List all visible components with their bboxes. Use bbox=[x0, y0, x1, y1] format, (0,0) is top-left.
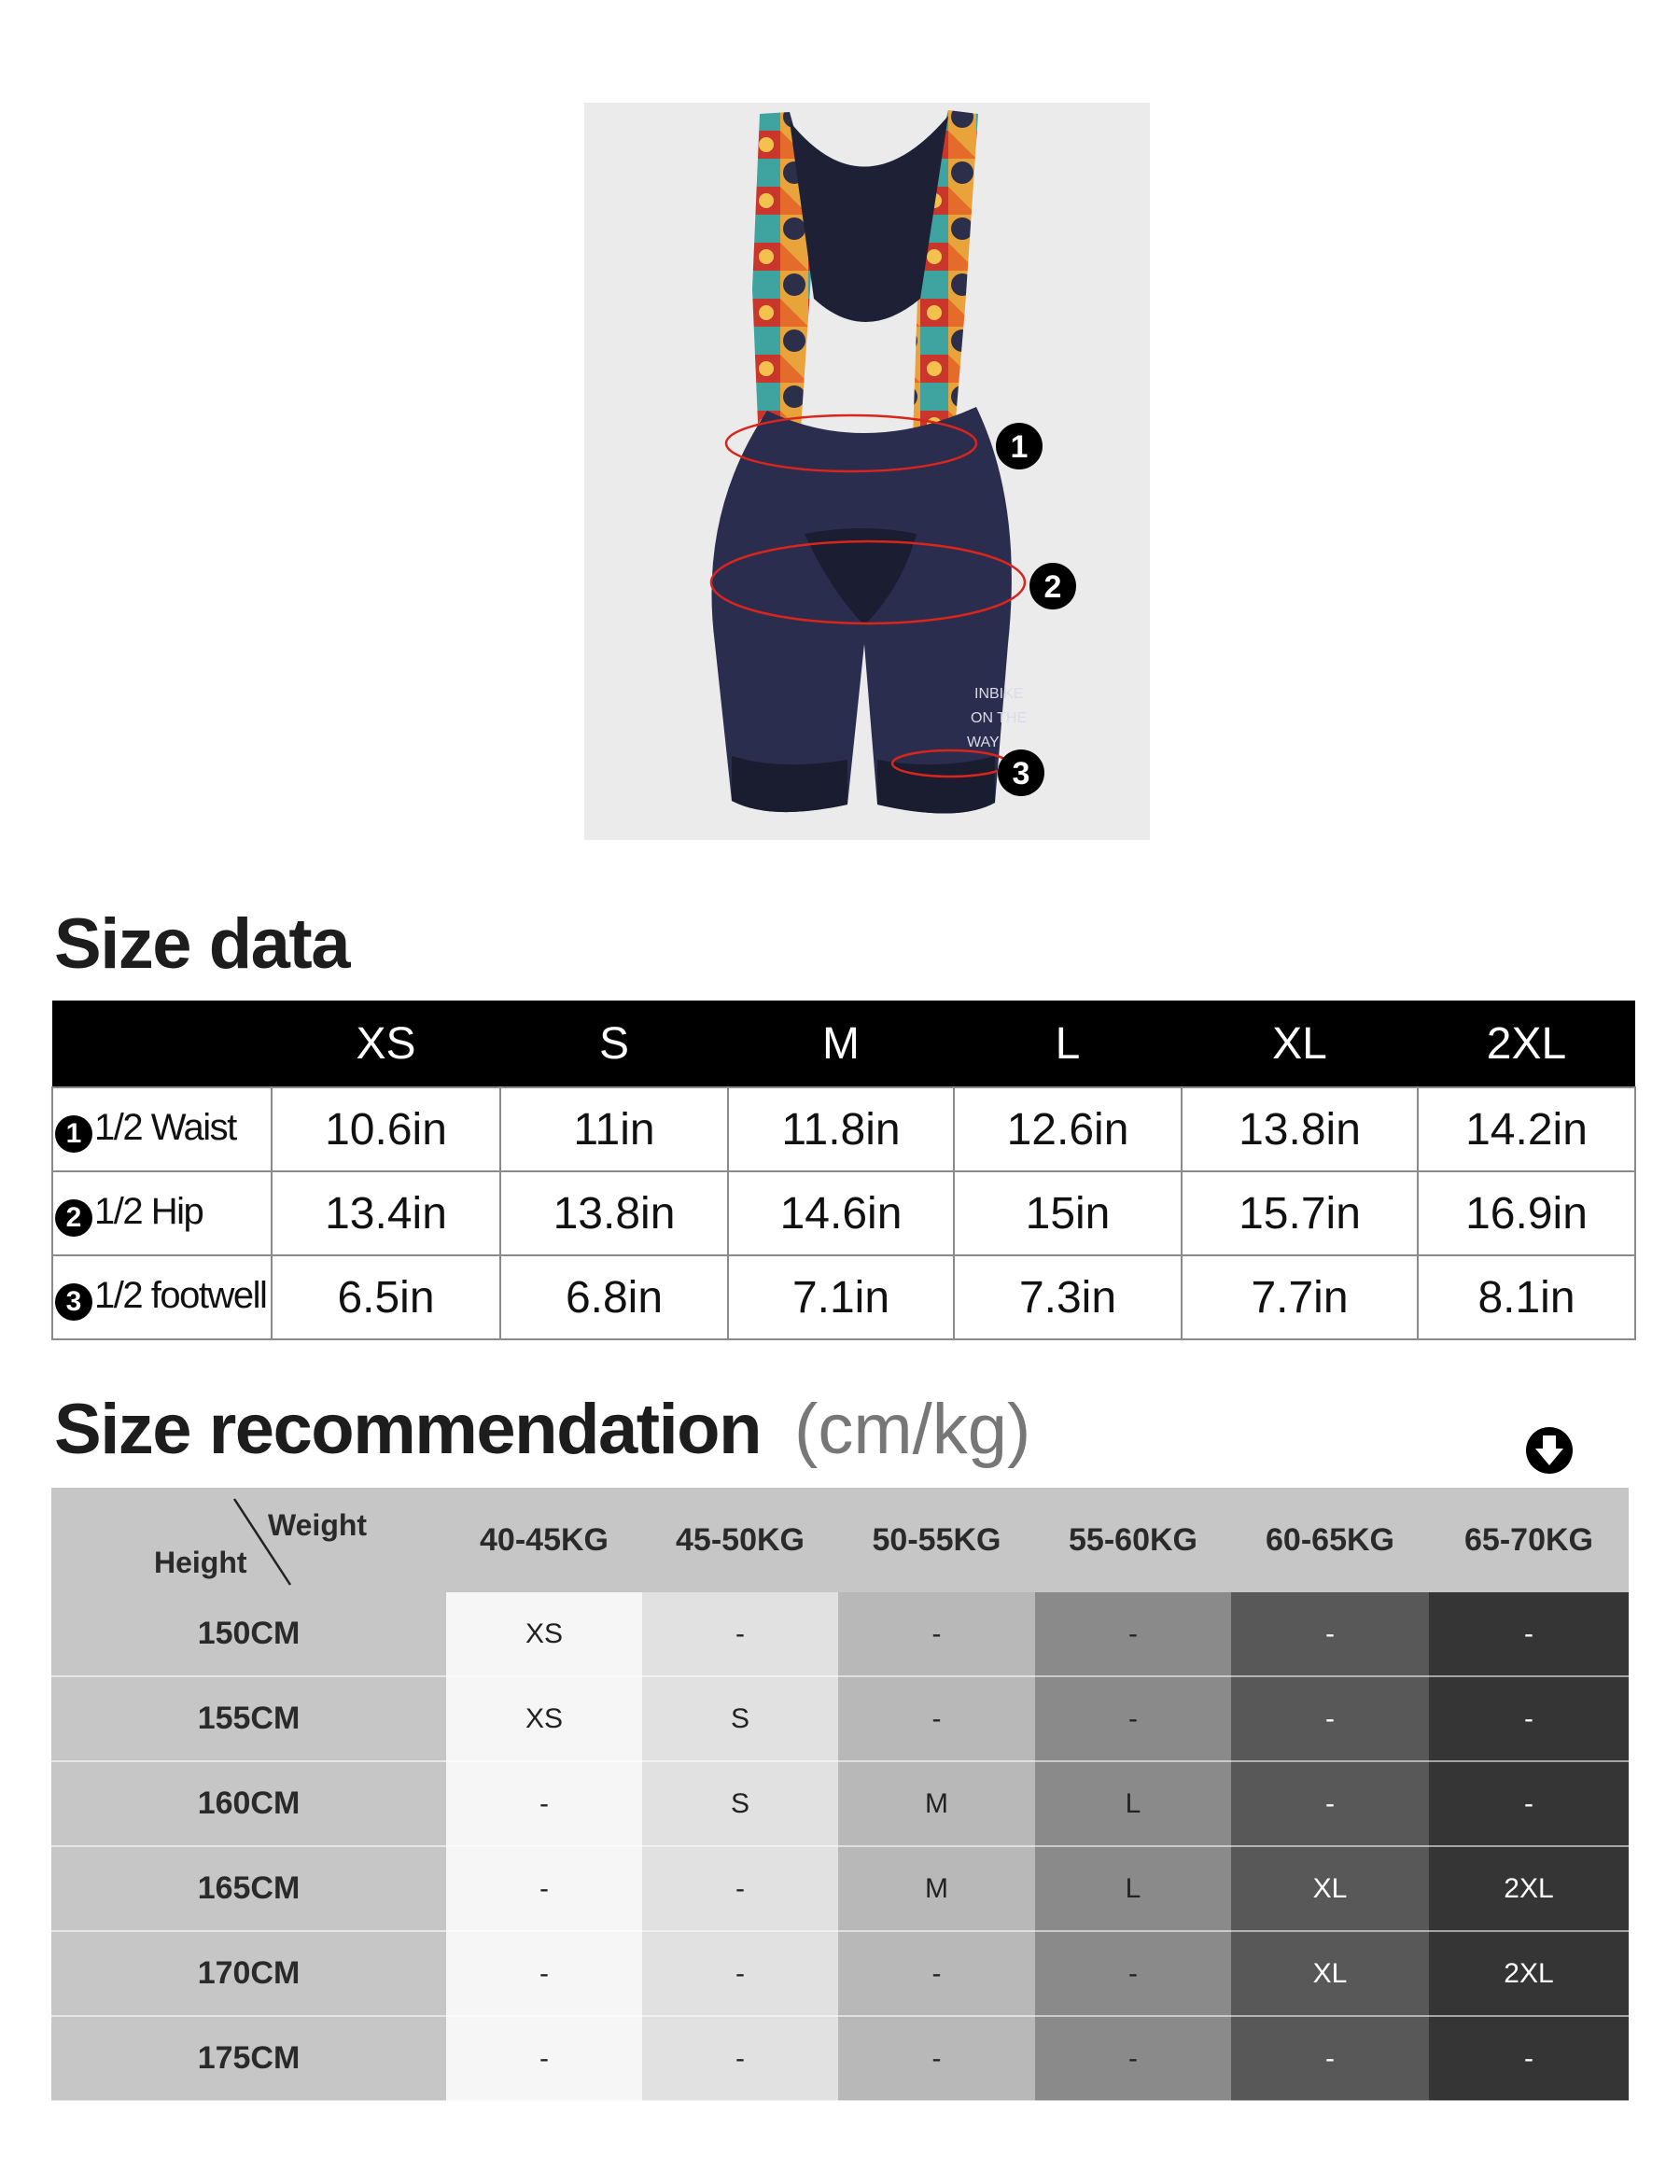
weight-header: 50-55KG bbox=[838, 1488, 1035, 1592]
print-text-2: ON THE bbox=[971, 710, 1028, 726]
reco-cell: - bbox=[446, 1846, 642, 1931]
row-label-text: 1/2 footwell bbox=[94, 1274, 267, 1316]
reco-cell: - bbox=[1231, 1592, 1429, 1676]
size-data-title: Size data bbox=[54, 904, 349, 984]
reco-header-row bbox=[51, 1488, 1629, 1592]
size-cell: 7.1in bbox=[728, 1255, 954, 1339]
corner-weight-label: Weight bbox=[268, 1508, 368, 1542]
reco-cell: - bbox=[1035, 1592, 1231, 1676]
reco-cell: - bbox=[642, 1846, 838, 1931]
size-header-xl: XL bbox=[1182, 1001, 1418, 1087]
weight-header: 45-50KG bbox=[642, 1488, 838, 1592]
reco-row-165 bbox=[51, 1846, 1629, 1931]
size-cell: 12.6in bbox=[954, 1087, 1182, 1171]
reco-cell: - bbox=[446, 1931, 642, 2016]
size-header-row bbox=[52, 1001, 1635, 1087]
reco-cell: L bbox=[1035, 1846, 1231, 1931]
size-cell: 8.1in bbox=[1418, 1255, 1635, 1339]
reco-cell: 2XL bbox=[1429, 1846, 1629, 1931]
reco-row-155 bbox=[51, 1676, 1629, 1761]
height-label: 155CM bbox=[51, 1676, 446, 1761]
row-label-text: 1/2 Waist bbox=[94, 1106, 236, 1148]
weight-header: 60-65KG bbox=[1231, 1488, 1429, 1592]
size-cell: 13.4in bbox=[272, 1171, 500, 1255]
height-label: 175CM bbox=[51, 2016, 446, 2101]
reco-cell: - bbox=[838, 2016, 1035, 2101]
size-row-hip bbox=[52, 1171, 1635, 1255]
reco-cell: - bbox=[642, 1931, 838, 2016]
reco-row-160 bbox=[51, 1761, 1629, 1846]
size-cell: 7.7in bbox=[1182, 1255, 1418, 1339]
weight-header: 65-70KG bbox=[1429, 1488, 1629, 1592]
size-header-s: S bbox=[500, 1001, 728, 1087]
reco-cell: - bbox=[838, 1931, 1035, 2016]
print-text-3: WAY bbox=[967, 735, 1000, 750]
reco-cell: - bbox=[642, 1592, 838, 1676]
size-header-xs: XS bbox=[272, 1001, 500, 1087]
reco-cell: M bbox=[838, 1761, 1035, 1846]
reco-cell: - bbox=[1231, 1761, 1429, 1846]
product-image bbox=[584, 103, 1150, 840]
badge-3 bbox=[998, 749, 1044, 796]
svg-text:1: 1 bbox=[1010, 429, 1029, 465]
size-cell: 14.2in bbox=[1418, 1087, 1635, 1171]
size-cell: 10.6in bbox=[272, 1087, 500, 1171]
svg-text:2: 2 bbox=[1043, 569, 1062, 605]
size-cell: 7.3in bbox=[954, 1255, 1182, 1339]
height-label: 165CM bbox=[51, 1846, 446, 1931]
down-arrow-icon[interactable] bbox=[1525, 1426, 1574, 1475]
reco-cell: S bbox=[642, 1676, 838, 1761]
size-recommendation-title bbox=[54, 1389, 1030, 1470]
reco-cell: - bbox=[1035, 1676, 1231, 1761]
badge-2 bbox=[1029, 563, 1076, 609]
reco-row-170 bbox=[51, 1931, 1629, 2016]
reco-cell: - bbox=[1429, 1761, 1629, 1846]
reco-cell: L bbox=[1035, 1761, 1231, 1846]
weight-header: 40-45KG bbox=[446, 1488, 642, 1592]
svg-text:3: 3 bbox=[1012, 756, 1030, 791]
reco-cell: - bbox=[642, 2016, 838, 2101]
row-label-waist bbox=[52, 1087, 272, 1171]
size-row-waist bbox=[52, 1087, 1635, 1171]
row-label-footwell bbox=[52, 1255, 272, 1339]
reco-cell: M bbox=[838, 1846, 1035, 1931]
size-cell: 6.8in bbox=[500, 1255, 728, 1339]
size-header-l: L bbox=[954, 1001, 1182, 1087]
size-header-2xl: 2XL bbox=[1418, 1001, 1635, 1087]
reco-cell: XL bbox=[1231, 1846, 1429, 1931]
height-label: 150CM bbox=[51, 1592, 446, 1676]
reco-cell: XS bbox=[446, 1676, 642, 1761]
reco-cell: - bbox=[838, 1676, 1035, 1761]
reco-cell: - bbox=[1035, 2016, 1231, 2101]
size-header-corner bbox=[52, 1001, 272, 1087]
reco-cell: - bbox=[1231, 2016, 1429, 2101]
reco-cell: - bbox=[446, 2016, 642, 2101]
bib-shorts-illustration bbox=[584, 103, 1150, 840]
reco-cell: - bbox=[1429, 2016, 1629, 2101]
size-recommendation-table bbox=[51, 1488, 1629, 2102]
size-cell: 15.7in bbox=[1182, 1171, 1418, 1255]
size-cell: 15in bbox=[954, 1171, 1182, 1255]
size-header-m: M bbox=[728, 1001, 954, 1087]
height-label: 160CM bbox=[51, 1761, 446, 1846]
size-data-table bbox=[51, 1001, 1636, 1340]
reco-cell: - bbox=[838, 1592, 1035, 1676]
reco-cell: - bbox=[1231, 1676, 1429, 1761]
reco-cell: 2XL bbox=[1429, 1931, 1629, 2016]
reco-cell: XS bbox=[446, 1592, 642, 1676]
size-cell: 14.6in bbox=[728, 1171, 954, 1255]
reco-cell: - bbox=[1035, 1931, 1231, 2016]
weight-header: 55-60KG bbox=[1035, 1488, 1231, 1592]
height-label: 170CM bbox=[51, 1931, 446, 2016]
size-cell: 16.9in bbox=[1418, 1171, 1635, 1255]
recommendation-unit: (cm/kg) bbox=[794, 1390, 1031, 1469]
print-text-1: INBIKE bbox=[974, 686, 1024, 702]
badge-3-icon: 3 bbox=[55, 1283, 92, 1321]
badge-1 bbox=[996, 423, 1043, 469]
reco-cell: - bbox=[446, 1761, 642, 1846]
reco-cell: - bbox=[1429, 1592, 1629, 1676]
reco-cell: - bbox=[1429, 1676, 1629, 1761]
corner-height-label: Height bbox=[154, 1546, 247, 1579]
row-label-hip bbox=[52, 1171, 272, 1255]
size-cell: 13.8in bbox=[500, 1171, 728, 1255]
size-cell: 11.8in bbox=[728, 1087, 954, 1171]
size-cell: 6.5in bbox=[272, 1255, 500, 1339]
reco-corner-header bbox=[51, 1488, 446, 1592]
reco-cell: XL bbox=[1231, 1931, 1429, 2016]
badge-1-icon: 1 bbox=[55, 1115, 92, 1153]
badge-2-icon: 2 bbox=[55, 1199, 92, 1237]
recommendation-title-text: Size recommendation bbox=[54, 1390, 762, 1469]
row-label-text: 1/2 Hip bbox=[94, 1190, 203, 1232]
size-cell: 13.8in bbox=[1182, 1087, 1418, 1171]
reco-cell: S bbox=[642, 1761, 838, 1846]
reco-row-150 bbox=[51, 1592, 1629, 1676]
size-row-footwell bbox=[52, 1255, 1635, 1339]
reco-row-175 bbox=[51, 2016, 1629, 2101]
size-cell: 11in bbox=[500, 1087, 728, 1171]
